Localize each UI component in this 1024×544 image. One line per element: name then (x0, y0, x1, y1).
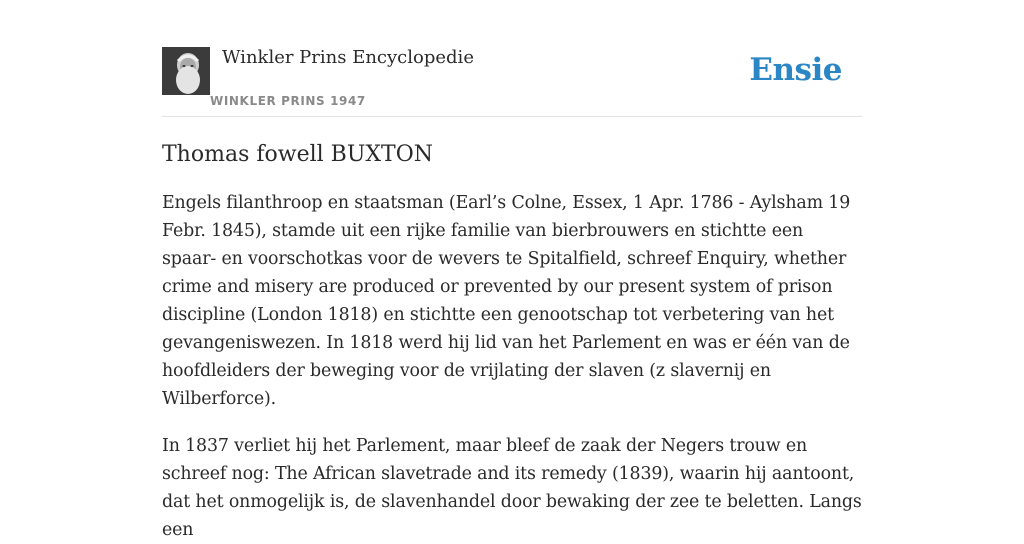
article-paragraph: Engels filanthroop en staatsman (Earl’s Colne, Essex, 1 Apr. 1786 - Aylsham 19 Febr. 1845), stamde uit een rijke familie van bierbrouwers en stichtte een spaar- en voorschotkas voor de wevers te Spitalfield, schreef Enquiry, whether crime and misery are produced or prevented by our present system of prison discipline (London 1818) en stichtte een genootschap tot verbetering van het gevangeniswezen. In 1818 werd hij lid van het Parlement en was er één van de hoofdleiders der beweging voor de vrijlating der slaven (z slavernij en Wilberforce). (162, 193, 851, 409)
article-title: Thomas fowell BUXTON (162, 142, 433, 167)
edition-label[interactable]: WINKLER PRINS 1947 (210, 94, 366, 108)
site-header (162, 46, 862, 117)
article-paragraph: In 1837 verliet hij het Parlement, maar bleef de zaak der Negers trouw en schreef nog: The African slavetrade and its remedy (1839), waarin hij aantoont, dat het onmogelijk is, de slavenhandel door bewaking der zee te beletten. Langs een (162, 436, 862, 540)
bearded-man-portrait-icon[interactable] (162, 47, 210, 95)
site-title[interactable]: Winkler Prins Encyclopedie (222, 47, 474, 68)
article (162, 140, 862, 544)
brand-logo[interactable]: Ensie (749, 52, 842, 88)
